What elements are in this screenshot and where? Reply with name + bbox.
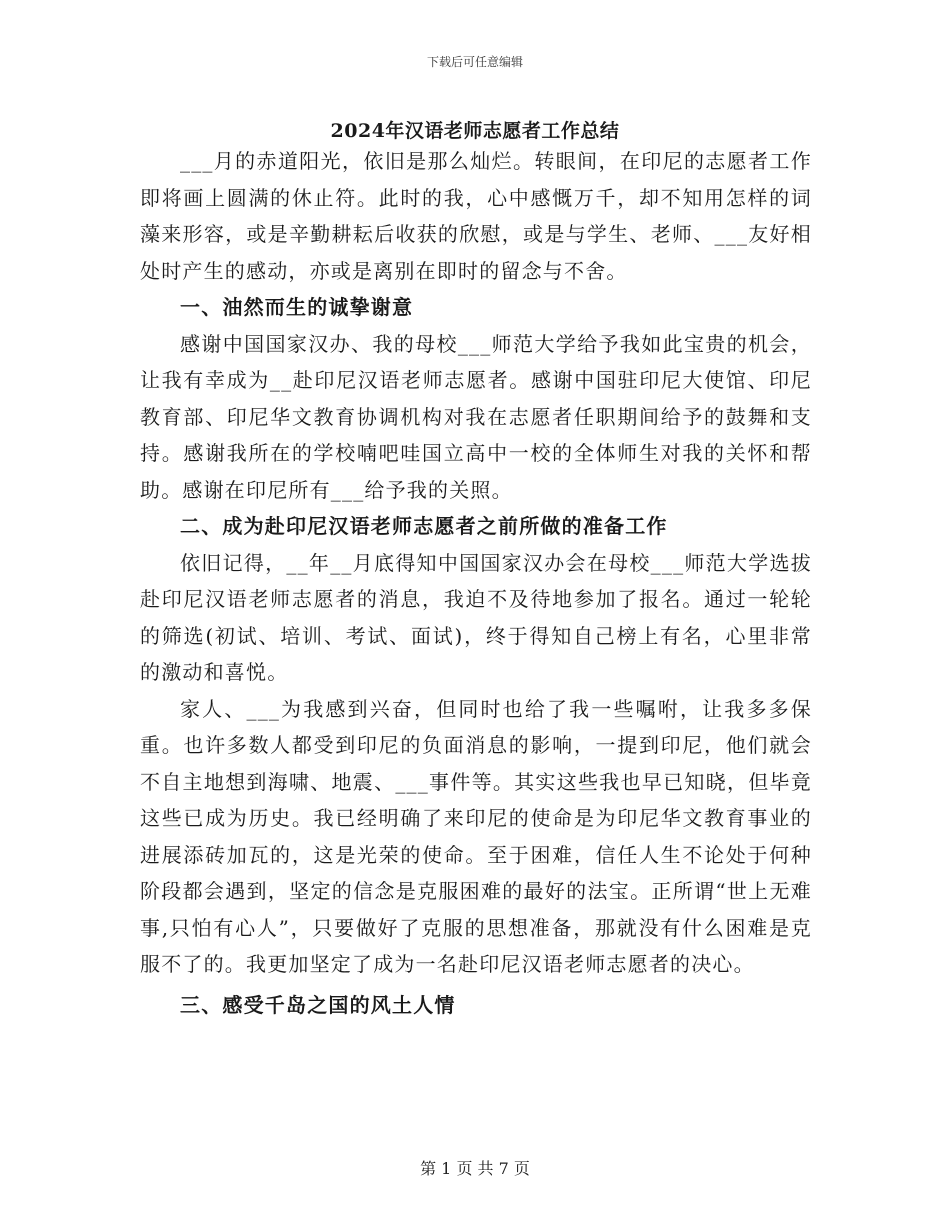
page-number: 第 1 页 共 7 页 [420, 1159, 530, 1178]
section-1-paragraph: 感谢中国国家汉办、我的母校___师范大学给予我如此宝贵的机会，让我有幸成为__赴印尼汉语老师志愿者。感谢中国驻印尼大使馆、印尼教育部、印尼华文教育协调机构对我在志愿者任职期间给予的鼓舞和支持。感谢我所在的学校喃吧哇国立高中一校的全体师生对我的关怀和帮助。感谢在印尼所有___给予我的关照。 [140, 331, 812, 502]
section-2-paragraph-1: 依旧记得，__年__月底得知中国国家汉办会在母校___师范大学选拔赴印尼汉语老师志愿者的消息，我迫不及待地参加了报名。通过一轮轮的筛选(初试、培训、考试、面试)，终于得知自己榜上有名，心里非常的激动和喜悦。 [140, 550, 812, 684]
section-1-heading: 一、油然而生的诚挚谢意 [180, 295, 414, 319]
section-2-paragraph-2: 家人、___为我感到兴奋，但同时也给了我一些嘱咐，让我多多保重。也许多数人都受到印尼的负面消息的影响，一提到印尼，他们就会不自主地想到海啸、地震、___事件等。其实这些我也早已知晓，但毕竟这些已成为历史。我已经明确了来印尼的使命是为印尼华文教育事业的进展添砖加瓦的，这是光荣的使命。至于困难，信任人生不论处于何种阶段都会遇到，坚定的信念是克服困难的最好的法宝。正所谓“世上无难事,只怕有心人”，只要做好了克服的思想准备，那就没有什么困难是克服不了的。我更加坚定了成为一名赴印尼汉语老师志愿者的决心。 [140, 696, 812, 976]
document-body [140, 143, 812, 1023]
intro-paragraph: ___月的赤道阳光，依旧是那么灿烂。转眼间，在印尼的志愿者工作即将画上圆满的休止符。此时的我，心中感慨万千，却不知用怎样的词藻来形容，或是辛勤耕耘后收获的欣慰，或是与学生、老师、___友好相处时产生的感动，亦或是离别在即时的留念与不舍。 [140, 149, 812, 283]
section-3-heading: 三、感受千岛之国的风土人情 [180, 992, 456, 1017]
header-note: 下载后可任意编辑 [426, 55, 523, 69]
document-title: 2024年汉语老师志愿者工作总结 [330, 120, 620, 142]
section-2-heading: 二、成为赴印尼汉语老师志愿者之前所做的准备工作 [180, 514, 668, 538]
